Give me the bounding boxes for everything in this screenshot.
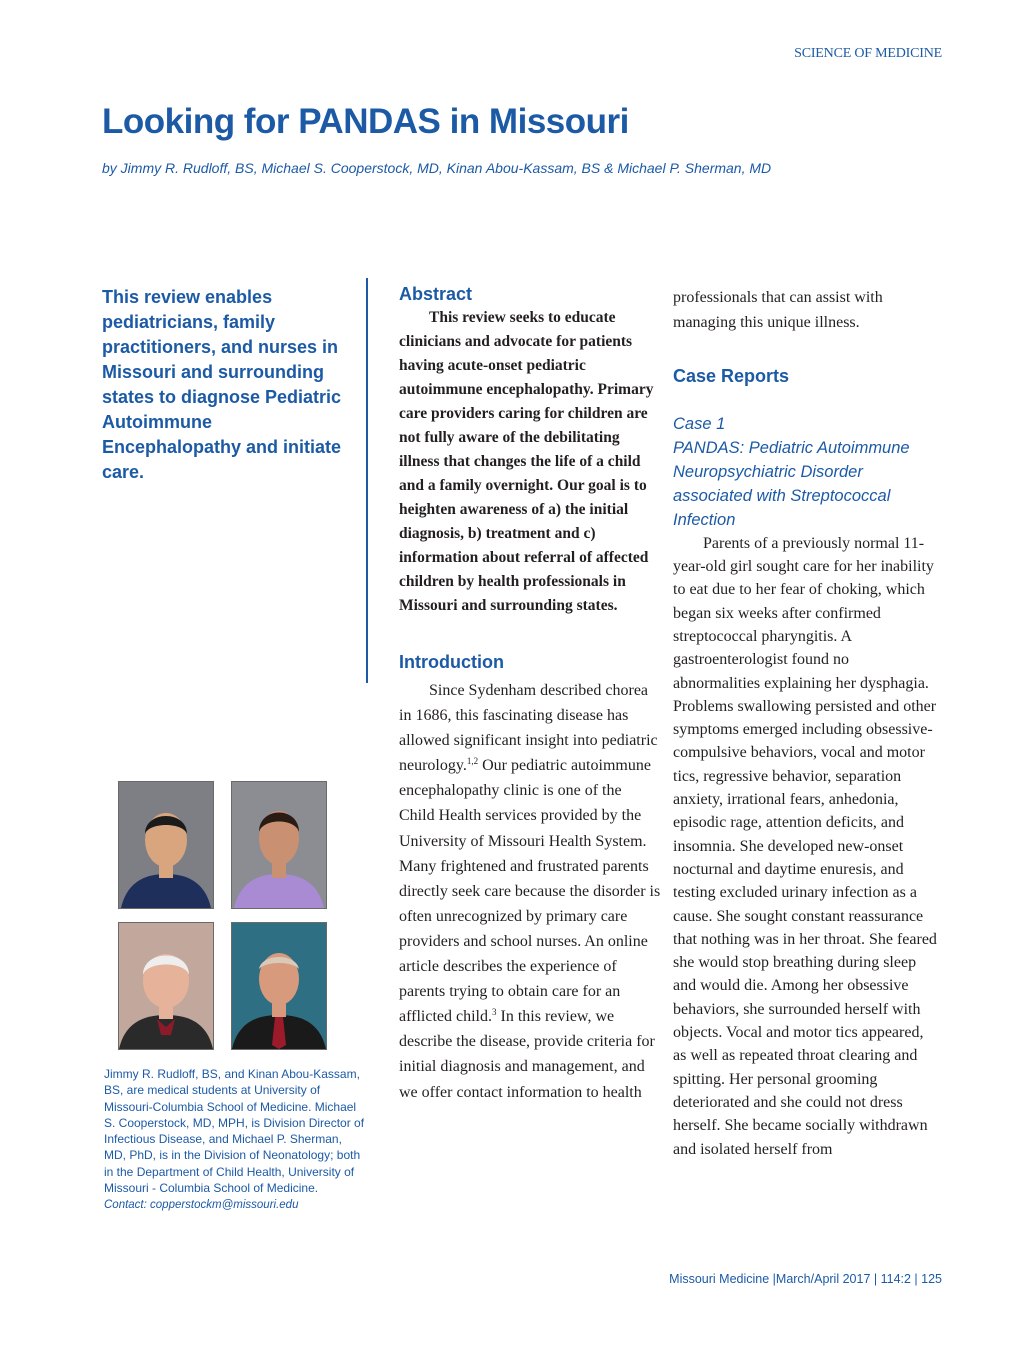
author-portrait-icon bbox=[119, 923, 213, 1049]
introduction-text bbox=[399, 678, 661, 1105]
case-heading-block bbox=[673, 412, 939, 532]
article-title: Looking for PANDAS in Missouri bbox=[102, 102, 629, 141]
reference-superscript: 3 bbox=[492, 1007, 497, 1018]
intro-body-2: Our pediatric autoimmune encephalopathy clinic is one of the Child Health services provided by the University of Missouri Health System. Many frightened and frustrated parents directly seek care because the disorder is often unrecognized by primary care providers and school nurses. An online article describes the experience of parents trying to obtain care for an afflicted child. bbox=[399, 757, 661, 1026]
intro-body-3: In this review, we describe the disease, provide criteria for initial diagnosis and management, and we offer contact information to health bbox=[399, 1008, 655, 1101]
column-divider bbox=[366, 278, 368, 683]
introduction-heading: Introduction bbox=[399, 652, 504, 672]
case-body: Parents of a previously normal 11-year-old girl sought care for her inability to eat due to her fear of choking, which began six weeks after confirmed streptococcal pharyngitis. A gastroenterologist found no abnormalities explaining her dysphagia. Problems swallowing persisted and other symptoms emerged including obsessive-compulsive behaviors, vocal and motor tics, regressive behavior, separation anxiety, irrational fears, anhedonia, episodic rage, attention deficits, and insomnia. She developed new-onset nocturnal and daytime enuresis, and testing excluded urinary infection as a cause. She sought constant reassurance that nothing was in her throat. She feared she would stop breathing during sleep and would die. Among her obsessive behaviors, she surrounded herself with objects. Vocal and motor tics appeared, as well as repeated throat clearing and spitting. Her personal grooming deteriorated and she could not dress herself. She became socially withdrawn and isolated herself from bbox=[673, 534, 937, 1158]
abstract-text bbox=[399, 306, 661, 618]
abstract-heading: Abstract bbox=[399, 284, 473, 304]
contact-line: Contact: copperstockm@missouri.edu bbox=[104, 1199, 299, 1212]
author-photo-4 bbox=[231, 922, 327, 1050]
author-photo-3 bbox=[118, 922, 214, 1050]
intro-body-1: Since Sydenham described chorea in 1686, this fascinating disease has allowed significant insight into pediatric neurology. bbox=[399, 682, 658, 775]
author-photo-2 bbox=[231, 781, 327, 909]
continuation-text: professionals that can assist with managing this unique illness. bbox=[673, 289, 883, 331]
author-notes bbox=[104, 1066, 366, 1214]
pull-quote: This review enables pediatricians, family practitioners, and nurses in Missouri and surrounding states to diagnose Pediatric Autoimmune Encephalopathy and initiate care. bbox=[102, 287, 342, 482]
author-portrait-icon bbox=[232, 782, 326, 908]
reference-superscript: 1,2 bbox=[466, 756, 479, 767]
author-portrait-icon bbox=[119, 782, 213, 908]
abstract-body: This review seeks to educate clinicians and advocate for patients having acute-onset pediatric autoimmune encephalopathy. Primary care providers caring for children are not fully aware of the debilitating illness that changes the life of a child and a family overnight. Our goal is to heighten awareness of a) the initial diagnosis, b) treatment and c) information about referral of affected children by health professionals in Missouri and surrounding states. bbox=[399, 309, 654, 614]
section-label: SCIENCE OF MEDICINE bbox=[794, 46, 942, 61]
author-bio: Jimmy R. Rudloff, BS, and Kinan Abou-Kassam, BS, are medical students at University of Missouri-Columbia School of Medicine. Michael S. Cooperstock, MD, MPH, is Division Director of Infectious Disease, and Michael P. Sherman, MD, PhD, is in the Division of Neonatology; both in the Department of Child Health, University of Missouri - Columbia School of Medicine. bbox=[104, 1067, 365, 1196]
right-column bbox=[673, 286, 939, 1161]
case-text bbox=[673, 532, 939, 1161]
case-title: PANDAS: Pediatric Autoimmune Neuropsychiatric Disorder associated with Streptococcal Infection bbox=[673, 438, 910, 529]
case-reports-heading: Case Reports bbox=[673, 365, 790, 386]
case-label: Case 1 bbox=[673, 414, 726, 433]
page-footer: Missouri Medicine |March/April 2017 | 114:2 | 125 bbox=[669, 1272, 942, 1286]
middle-column bbox=[399, 282, 661, 1105]
article-byline: by Jimmy R. Rudloff, BS, Michael S. Cooperstock, MD, Kinan Abou-Kassam, BS & Michael P. Sherman, MD bbox=[102, 160, 772, 176]
author-photo-1 bbox=[118, 781, 214, 909]
author-portrait-icon bbox=[232, 923, 326, 1049]
